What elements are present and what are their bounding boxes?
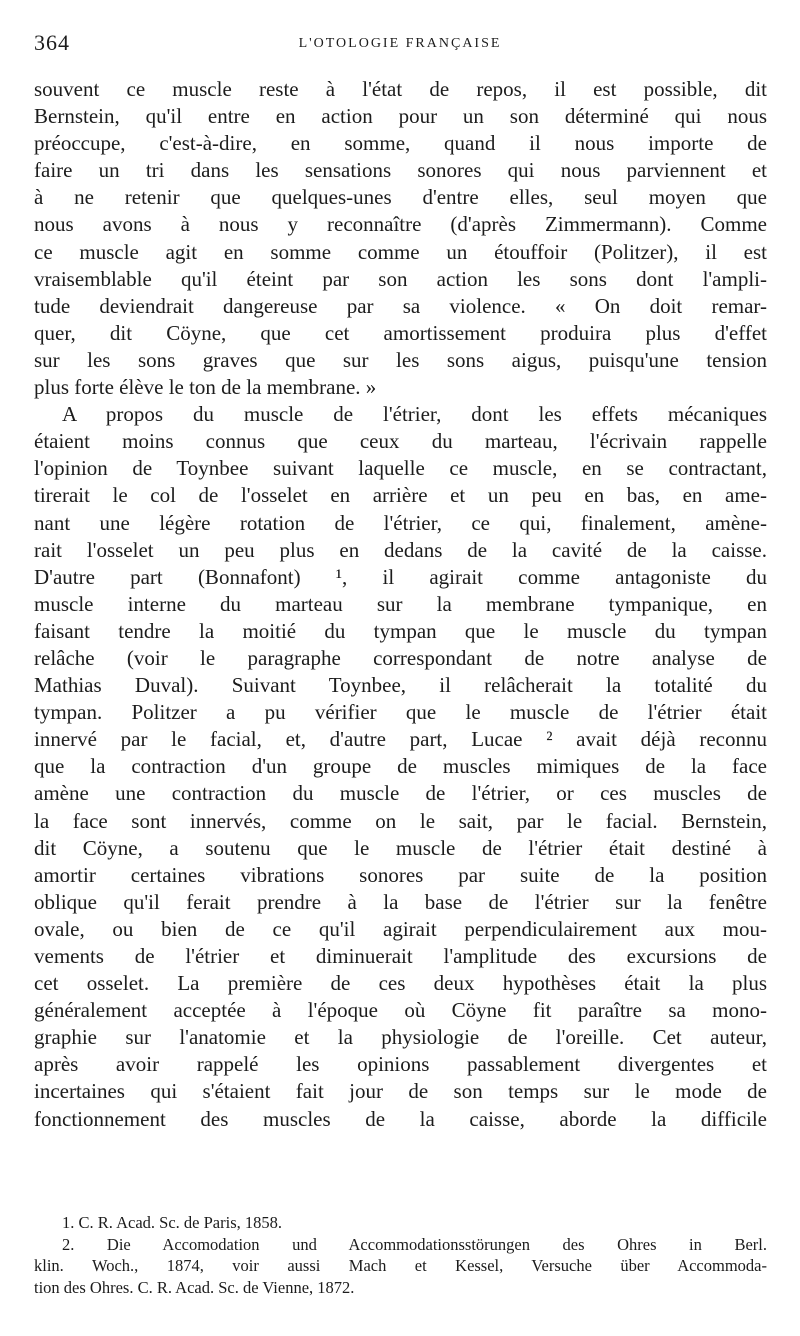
body-line: nous avons à nous y reconnaître (d'après Zimmermann). Comme xyxy=(34,212,767,237)
body-line: généralement acceptée à l'époque où Cöyne fit paraître sa mono- xyxy=(34,998,767,1023)
body-line: faisant tendre la moitié du tympan que le muscle du tympan xyxy=(34,618,767,643)
footnote-line: klin. Woch., 1874, voir aussi Mach et Kessel, Versuche über Accommoda- xyxy=(34,1256,767,1275)
body-line: la face sont innervés, comme on le sait, par le facial. Bernstein, xyxy=(34,808,767,833)
body-line: innervé par le facial, et, d'autre part, Lucae ² avait déjà reconnu xyxy=(34,727,767,752)
body-line: étaient moins connus que ceux du marteau, l'écrivain rappelle xyxy=(34,429,767,454)
body-line: faire un tri dans les sensations sonores qui nous parviennent et xyxy=(34,158,767,183)
footnote-line: 1. C. R. Acad. Sc. de Paris, 1858. xyxy=(62,1213,282,1232)
body-line: incertaines qui s'étaient fait jour de son temps sur le mode de xyxy=(34,1079,767,1104)
body-line: relâche (voir le paragraphe correspondant de notre analyse de xyxy=(34,645,767,670)
body-line: Bernstein, qu'il entre en action pour un son déterminé qui nous xyxy=(34,104,767,129)
body-line: rait l'osselet un peu plus en dedans de la cavité de la caisse. xyxy=(34,537,767,562)
footnote-line: tion des Ohres. C. R. Acad. Sc. de Vienne, 1872. xyxy=(34,1277,355,1297)
body-line: à ne retenir que quelques-unes d'entre elles, seul moyen que xyxy=(34,185,767,210)
body-line: amortir certaines vibrations sonores par suite de la position xyxy=(34,862,767,887)
body-line: plus forte élève le ton de la membrane. » xyxy=(34,375,377,400)
body-line: tirerait le col de l'osselet en arrière et un peu en bas, en ame- xyxy=(34,483,767,508)
body-line: vraisemblable qu'il éteint par son action les sons dont l'ampli- xyxy=(34,266,767,291)
body-line: l'opinion de Toynbee suivant laquelle ce muscle, en se contractant, xyxy=(34,456,767,481)
page-header xyxy=(34,30,766,60)
footnote-line: 2. Die Accomodation und Accommodationsstörungen des Ohres in Berl. xyxy=(62,1234,767,1254)
body-line: D'autre part (Bonnafont) ¹, il agirait comme antagoniste du xyxy=(34,564,767,589)
body-line: Mathias Duval). Suivant Toynbee, il relâcherait la totalité du xyxy=(34,673,767,698)
body-line: graphie sur l'anatomie et la physiologie de l'oreille. Cet auteur, xyxy=(34,1025,767,1050)
body-line: amène une contraction du muscle de l'étrier, or ces muscles de xyxy=(34,781,767,806)
body-line: muscle interne du marteau sur la membrane tympanique, en xyxy=(34,591,767,616)
body-line: sur les sons graves que sur les sons aigus, puisqu'une tension xyxy=(34,347,767,372)
body-line: dit Cöyne, a soutenu que le muscle de l'étrier était destiné à xyxy=(34,835,767,860)
body-text xyxy=(34,76,767,1133)
body-line: ovale, ou bien de ce qu'il agirait perpendiculairement aux mou- xyxy=(34,916,767,941)
body-line: A propos du muscle de l'étrier, dont les effets mécaniques xyxy=(62,402,767,427)
body-line: tympan. Politzer a pu vérifier que le muscle de l'étrier était xyxy=(34,700,767,725)
body-line: préoccupe, c'est-à-dire, en somme, quand il nous importe de xyxy=(34,131,767,156)
body-line: tude deviendrait dangereuse par sa violence. « On doit remar- xyxy=(34,293,767,318)
body-line: souvent ce muscle reste à l'état de repos, il est possible, dit xyxy=(34,77,767,101)
body-line: quer, dit Cöyne, que cet amortissement produira plus d'effet xyxy=(34,320,767,345)
body-line: fonctionnement des muscles de la caisse, aborde la difficile xyxy=(34,1106,767,1131)
body-line: que la contraction d'un groupe de muscles mimiques de la face xyxy=(34,754,767,779)
page-number: 364 xyxy=(34,30,70,55)
body-line: nant une légère rotation de l'étrier, ce qui, finalement, amène- xyxy=(34,510,767,535)
body-line: cet osselet. La première de ces deux hypothèses était la plus xyxy=(34,971,767,996)
body-line: oblique qu'il ferait prendre à la base de l'étrier sur la fenêtre xyxy=(34,889,767,914)
body-line: ce muscle agit en somme comme un étouffoir (Politzer), il est xyxy=(34,239,767,264)
body-line: vements de l'étrier et diminuerait l'amplitude des excursions de xyxy=(34,944,767,968)
body-line: après avoir rappelé les opinions passablement divergentes et xyxy=(34,1052,767,1077)
running-head: L'OTOLOGIE FRANÇAISE xyxy=(298,36,502,51)
footnotes xyxy=(34,1212,767,1298)
